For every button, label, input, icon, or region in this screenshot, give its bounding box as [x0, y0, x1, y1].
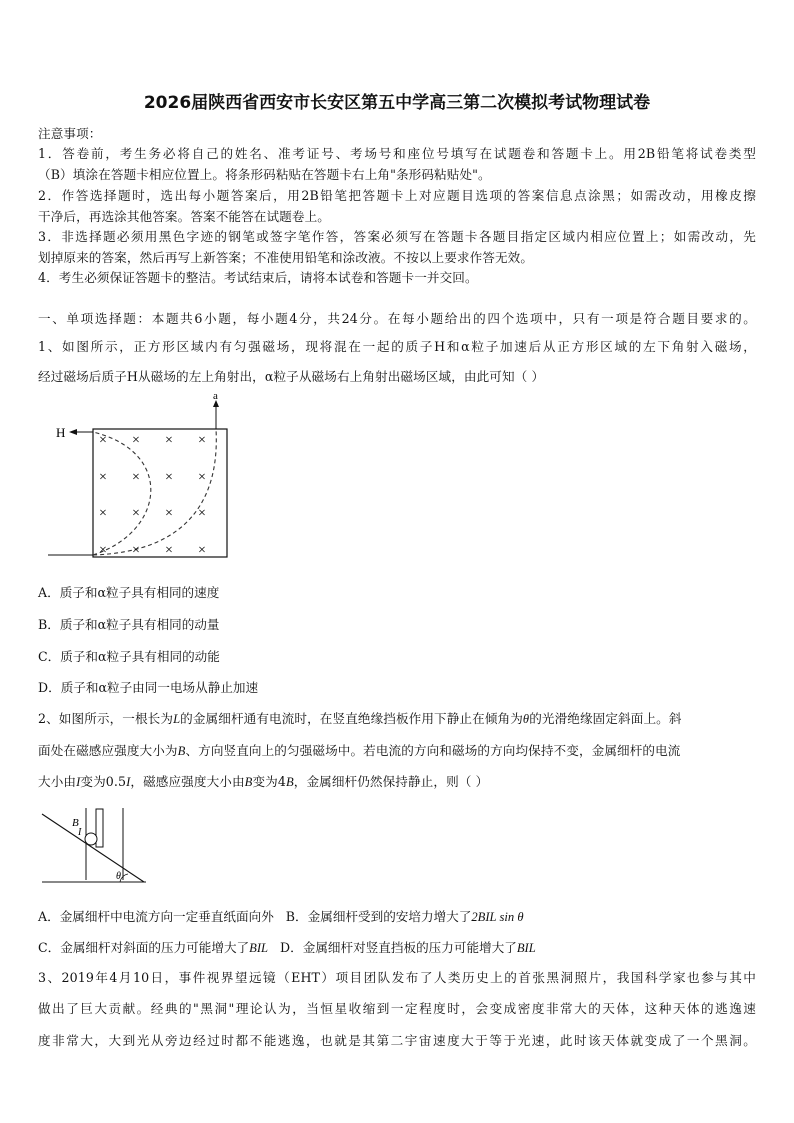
q2-var-b: B — [285, 775, 294, 789]
q2-text: 大小由 — [38, 774, 77, 789]
cross: × — [99, 433, 107, 448]
cross: × — [132, 433, 140, 448]
q1-option-a: A．质子和α粒子具有相同的速度 — [38, 585, 220, 600]
h-exit-arrow-head — [69, 429, 77, 435]
note-2-line-2: 干净后，再选涂其他答案。答案不能答在试题卷上。 — [38, 209, 330, 224]
cross: × — [165, 470, 173, 485]
square-field-region — [93, 429, 227, 557]
q2-text: 的光滑绝缘固定斜面上。斜 — [529, 711, 682, 726]
note-1-line-1: 1．答卷前，考生务必将自己的姓名、准考证号、考场号和座位号填写在试题卷和答题卡上。用2B铅笔将试卷类型 — [38, 146, 756, 161]
q1-option-d: D．质子和α粒子由同一电场从静止加速 — [38, 680, 259, 695]
q2-text: 变为0.5 — [80, 774, 127, 789]
cross: × — [99, 543, 107, 558]
q2-var-l: L — [173, 712, 181, 726]
note-4: 4．考生必须保证答题卡的整洁。考试结束后，请将本试卷和答题卡一并交回。 — [38, 270, 478, 285]
q2-text: 变为4 — [252, 774, 286, 789]
q1-magnetic-field-figure — [40, 392, 240, 570]
q2-stem-line-2 — [38, 740, 681, 759]
cross: × — [99, 506, 107, 521]
cross: × — [165, 543, 173, 558]
q3-line-1: 3、2019年4月10日，事件视界望远镜（EHT）项目团队发布了人类历史上的首张黑洞照片，我国科学家也参与其中 — [38, 970, 756, 985]
cross: × — [198, 543, 206, 558]
q3-line-2: 做出了巨大贡献。经典的"黑洞"理论认为，当恒星收缩到一定程度时，会变成密度非常大的天体，这种天体的逃逸速 — [38, 1001, 756, 1016]
q1-stem-line-2: 经过磁场后质子H从磁场的左上角射出，α粒子从磁场右上角射出磁场区域，由此可知（ ） — [38, 369, 545, 384]
q2-option-d-expr: BIL — [516, 941, 536, 955]
field-crosses — [99, 433, 206, 558]
q2-var-i: I — [76, 775, 81, 789]
label-i: I — [78, 827, 82, 838]
q2-incline-figure — [38, 800, 153, 886]
cross: × — [132, 470, 140, 485]
metal-rod-cross-section — [85, 833, 97, 845]
cross: × — [198, 470, 206, 485]
proton-trajectory — [93, 432, 151, 555]
q2-text: 2、如图所示，一根长为 — [38, 711, 174, 726]
q2-option-a: A．金属细杆中电流方向一定垂直纸面向外 — [38, 909, 274, 924]
q2-text: 面处在磁感应强度大小为 — [38, 743, 178, 758]
q2-options-row-1 — [38, 906, 524, 925]
q3-line-3: 度非常大，大到光从旁边经过时都不能逃逸，也就是其第二宇宙速度大于等于光速，此时该天体就变成了一个黑洞。 — [38, 1033, 756, 1048]
angle-arc — [120, 874, 128, 882]
cross: × — [99, 470, 107, 485]
q2-option-d: D．金属细杆对竖直挡板的压力可能增大了 — [280, 940, 517, 955]
label-h: H — [56, 425, 66, 440]
q2-text: ，磁感应强度大小由 — [130, 774, 245, 789]
cross: × — [165, 506, 173, 521]
q2-option-b: B．金属细杆受到的安培力增大了 — [285, 909, 472, 924]
q2-var-b: B — [244, 775, 253, 789]
note-3-line-2: 划掉原来的答案，然后再写上新答案；不准使用铅笔和涂改液。不按以上要求作答无效。 — [38, 250, 534, 265]
q2-text: 的金属细杆通有电流时，在竖直绝缘挡板作用下静止在倾角为 — [180, 711, 523, 726]
q2-stem-line-3 — [38, 771, 488, 790]
q2-text: 、方向竖直向上的匀强磁场中。若电流的方向和磁场的方向均保持不变，金属细杆的电流 — [185, 743, 681, 758]
notes-heading: 注意事项： — [38, 126, 102, 141]
q2-option-c-expr: BIL — [249, 941, 269, 955]
cross: × — [198, 433, 206, 448]
label-b: B — [72, 817, 79, 829]
cross: × — [132, 506, 140, 521]
page-title: 2026届陕西省西安市长安区第五中学高三第二次模拟考试物理试卷 — [143, 93, 651, 113]
q2-var-i: I — [126, 775, 131, 789]
section-1-heading: 一、单项选择题：本题共6小题，每小题4分，共24分。在每小题给出的四个选项中，只有一项是符合题目要求的。 — [38, 311, 756, 326]
q2-option-c: C．金属细杆对斜面的压力可能增大了 — [38, 940, 250, 955]
cross: × — [165, 433, 173, 448]
incline-surface — [42, 814, 144, 882]
q2-stem-line-1 — [38, 708, 682, 727]
q1-option-b: B．质子和α粒子具有相同的动量 — [38, 617, 220, 632]
label-a: a — [213, 392, 218, 402]
q2-option-b-expr: 2BIL sin θ — [471, 910, 524, 924]
note-2-line-1: 2．作答选择题时，选出每小题答案后，用2B铅笔把答题卡上对应题目选项的答案信息点涂黑；如需改动，用橡皮擦 — [38, 188, 756, 203]
label-theta: θ — [116, 871, 121, 882]
q2-text: ，金属细杆仍然保持静止，则（ ） — [293, 774, 489, 789]
q2-options-row-2 — [38, 937, 536, 956]
q2-var-b: B — [177, 744, 186, 758]
cross: × — [132, 543, 140, 558]
q2-var-theta: θ — [522, 712, 530, 726]
q1-stem-line-1: 1、如图所示，正方形区域内有匀强磁场，现将混在一起的质子H和α粒子加速后从正方形区域的左下角射入磁场， — [38, 339, 756, 354]
note-3-line-1: 3．非选择题必须用黑色字迹的钢笔或签字笔作答，答案必须写在答题卡各题目指定区域内相应位置上；如需改动，先 — [38, 229, 756, 244]
note-1-line-2: （B）填涂在答题卡相应位置上。将条形码粘贴在答题卡右上角"条形码粘贴处"。 — [38, 167, 491, 182]
q1-option-c: C．质子和α粒子具有相同的动能 — [38, 649, 220, 664]
cross: × — [198, 506, 206, 521]
